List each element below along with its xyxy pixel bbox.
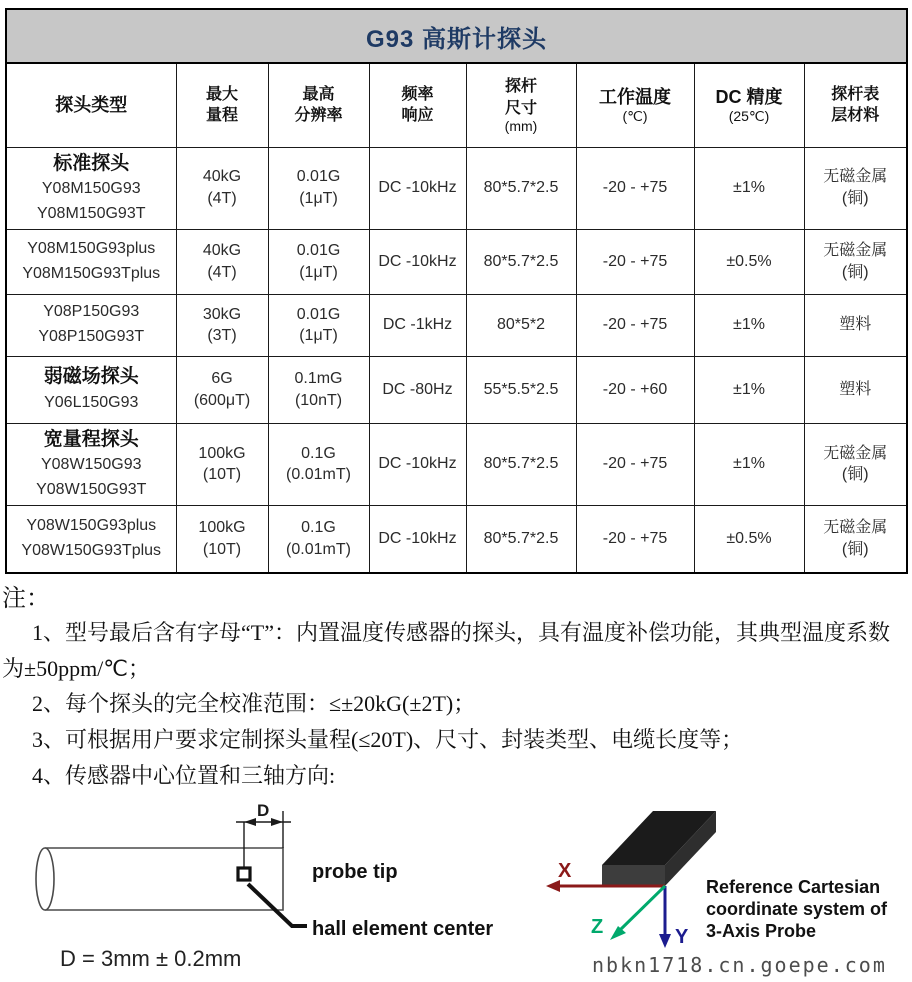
x-axis-label: X (558, 860, 572, 882)
watermark-text: nbkn1718.cn.goepe.com (592, 953, 887, 977)
hall-element-square (238, 868, 250, 880)
stem-material-cell: 无磁金属 (铜) (804, 505, 907, 573)
y-axis-label: Y (675, 926, 689, 948)
frequency-cell: DC -10kHz (369, 229, 466, 294)
stem-size-cell: 80*5.7*2.5 (466, 505, 576, 573)
page-title: G93 高斯计探头 (366, 25, 548, 53)
frequency-cell: DC -10kHz (369, 147, 466, 229)
probe-type-cell: 宽量程探头 Y08W150G93 Y08W150G93T (6, 423, 176, 505)
col-header-stem-material: 探杆表 层材料 (804, 63, 907, 147)
notes-section (2, 584, 910, 793)
max-range-cell: 6G (600μT) (176, 356, 268, 423)
probe-type-cell: 弱磁场探头 Y06L150G93 (6, 356, 176, 423)
dc-accuracy-cell: ±1% (694, 147, 804, 229)
table-row (6, 505, 907, 573)
table-row (6, 229, 907, 294)
z-axis-label: Z (591, 916, 604, 938)
hall-element-label: hall element center (312, 918, 494, 940)
probe-type-cell: Y08M150G93plus Y08M150G93Tplus (6, 229, 176, 294)
table-title-cell (6, 9, 907, 63)
axes-caption-line1: Reference Cartesian (706, 877, 881, 897)
note-4: 4、传感器中心位置和三轴方向: (32, 762, 336, 788)
table-row (6, 423, 907, 505)
work-temp-cell: -20 - +75 (576, 294, 694, 356)
probe-stem-diagram (36, 801, 493, 971)
col-header-resolution: 最高 分辨率 (268, 63, 369, 147)
stem-size-cell: 80*5*2 (466, 294, 576, 356)
y-axis-arrow (659, 934, 671, 948)
table-title-row (6, 9, 907, 63)
resolution-cell: 0.01G (1μT) (268, 147, 369, 229)
work-temp-cell: -20 - +75 (576, 423, 694, 505)
dim-d-label: D (257, 801, 270, 820)
work-temp-cell: -20 - +75 (576, 229, 694, 294)
max-range-cell: 100kG (10T) (176, 423, 268, 505)
work-temp-cell: -20 - +60 (576, 356, 694, 423)
z-axis-line (619, 886, 665, 931)
table-row (6, 294, 907, 356)
resolution-cell: 0.01G (1μT) (268, 294, 369, 356)
probe-spec-table (5, 8, 908, 574)
stem-material-cell: 塑料 (804, 294, 907, 356)
probe-type-cell: 标准探头 Y08M150G93 Y08M150G93T (6, 147, 176, 229)
stem-size-cell: 80*5.7*2.5 (466, 147, 576, 229)
frequency-cell: DC -10kHz (369, 505, 466, 573)
notes-heading: 注： (2, 586, 50, 612)
note-1: 1、型号最后含有字母“T”：内置温度传感器的探头，具有温度补偿功能，其典型温度系数为±50ppm/℃； (2, 620, 890, 681)
col-header-frequency: 频率 响应 (369, 63, 466, 147)
max-range-cell: 100kG (10T) (176, 505, 268, 573)
col-header-probe-type: 探头类型 (6, 63, 176, 147)
max-range-cell: 30kG (3T) (176, 294, 268, 356)
dc-accuracy-cell: ±0.5% (694, 229, 804, 294)
max-range-cell: 40kG (4T) (176, 147, 268, 229)
note-2: 2、每个探头的完全校准范围：≤±20kG(±2T)； (32, 691, 476, 717)
probe-tip-label: probe tip (312, 861, 398, 883)
max-range-cell: 40kG (4T) (176, 229, 268, 294)
resolution-cell: 0.01G (1μT) (268, 229, 369, 294)
dc-accuracy-cell: ±1% (694, 356, 804, 423)
axes-caption-line2: coordinate system of (706, 899, 888, 919)
note-3: 3、可根据用户要求定制探头量程(≤20T)、尺寸、封装类型、电缆长度等； (32, 727, 744, 753)
col-header-stem-size: 探杆 尺寸 (mm) (466, 63, 576, 147)
stem-material-cell: 无磁金属 (铜) (804, 423, 907, 505)
dimension-arrow-right (271, 818, 283, 826)
stem-material-cell: 无磁金属 (铜) (804, 147, 907, 229)
stem-material-cell: 无磁金属 (铜) (804, 229, 907, 294)
dc-accuracy-cell: ±1% (694, 423, 804, 505)
d-value-label: D = 3mm ± 0.2mm (60, 946, 242, 971)
probe-type-cell: Y08W150G93plus Y08W150G93Tplus (6, 505, 176, 573)
stem-size-cell: 80*5.7*2.5 (466, 229, 576, 294)
resolution-cell: 0.1mG (10nT) (268, 356, 369, 423)
spec-table-section (5, 8, 907, 574)
frequency-cell: DC -10kHz (369, 423, 466, 505)
col-header-dc-accuracy: DC 精度 (25℃) (694, 63, 804, 147)
probe-type-cell: Y08P150G93 Y08P150G93T (6, 294, 176, 356)
work-temp-cell: -20 - +75 (576, 505, 694, 573)
diagrams-area (0, 798, 912, 982)
resolution-cell: 0.1G (0.01mT) (268, 423, 369, 505)
dimension-arrow-left (244, 818, 256, 826)
col-header-max-range: 最大 量程 (176, 63, 268, 147)
dc-accuracy-cell: ±1% (694, 294, 804, 356)
axes-caption-line3: 3-Axis Probe (706, 921, 817, 941)
col-header-work-temp: 工作温度 (℃) (576, 63, 694, 147)
table-row (6, 147, 907, 229)
resolution-cell: 0.1G (0.01mT) (268, 505, 369, 573)
probe-box-front-face (602, 865, 665, 886)
stem-size-cell: 80*5.7*2.5 (466, 423, 576, 505)
stem-size-cell: 55*5.5*2.5 (466, 356, 576, 423)
table-header-row (6, 63, 907, 147)
work-temp-cell: -20 - +75 (576, 147, 694, 229)
stem-material-cell: 塑料 (804, 356, 907, 423)
rod-break-end (36, 848, 54, 910)
frequency-cell: DC -80Hz (369, 356, 466, 423)
axes-diagram (546, 811, 888, 948)
dc-accuracy-cell: ±0.5% (694, 505, 804, 573)
frequency-cell: DC -1kHz (369, 294, 466, 356)
table-row (6, 356, 907, 423)
